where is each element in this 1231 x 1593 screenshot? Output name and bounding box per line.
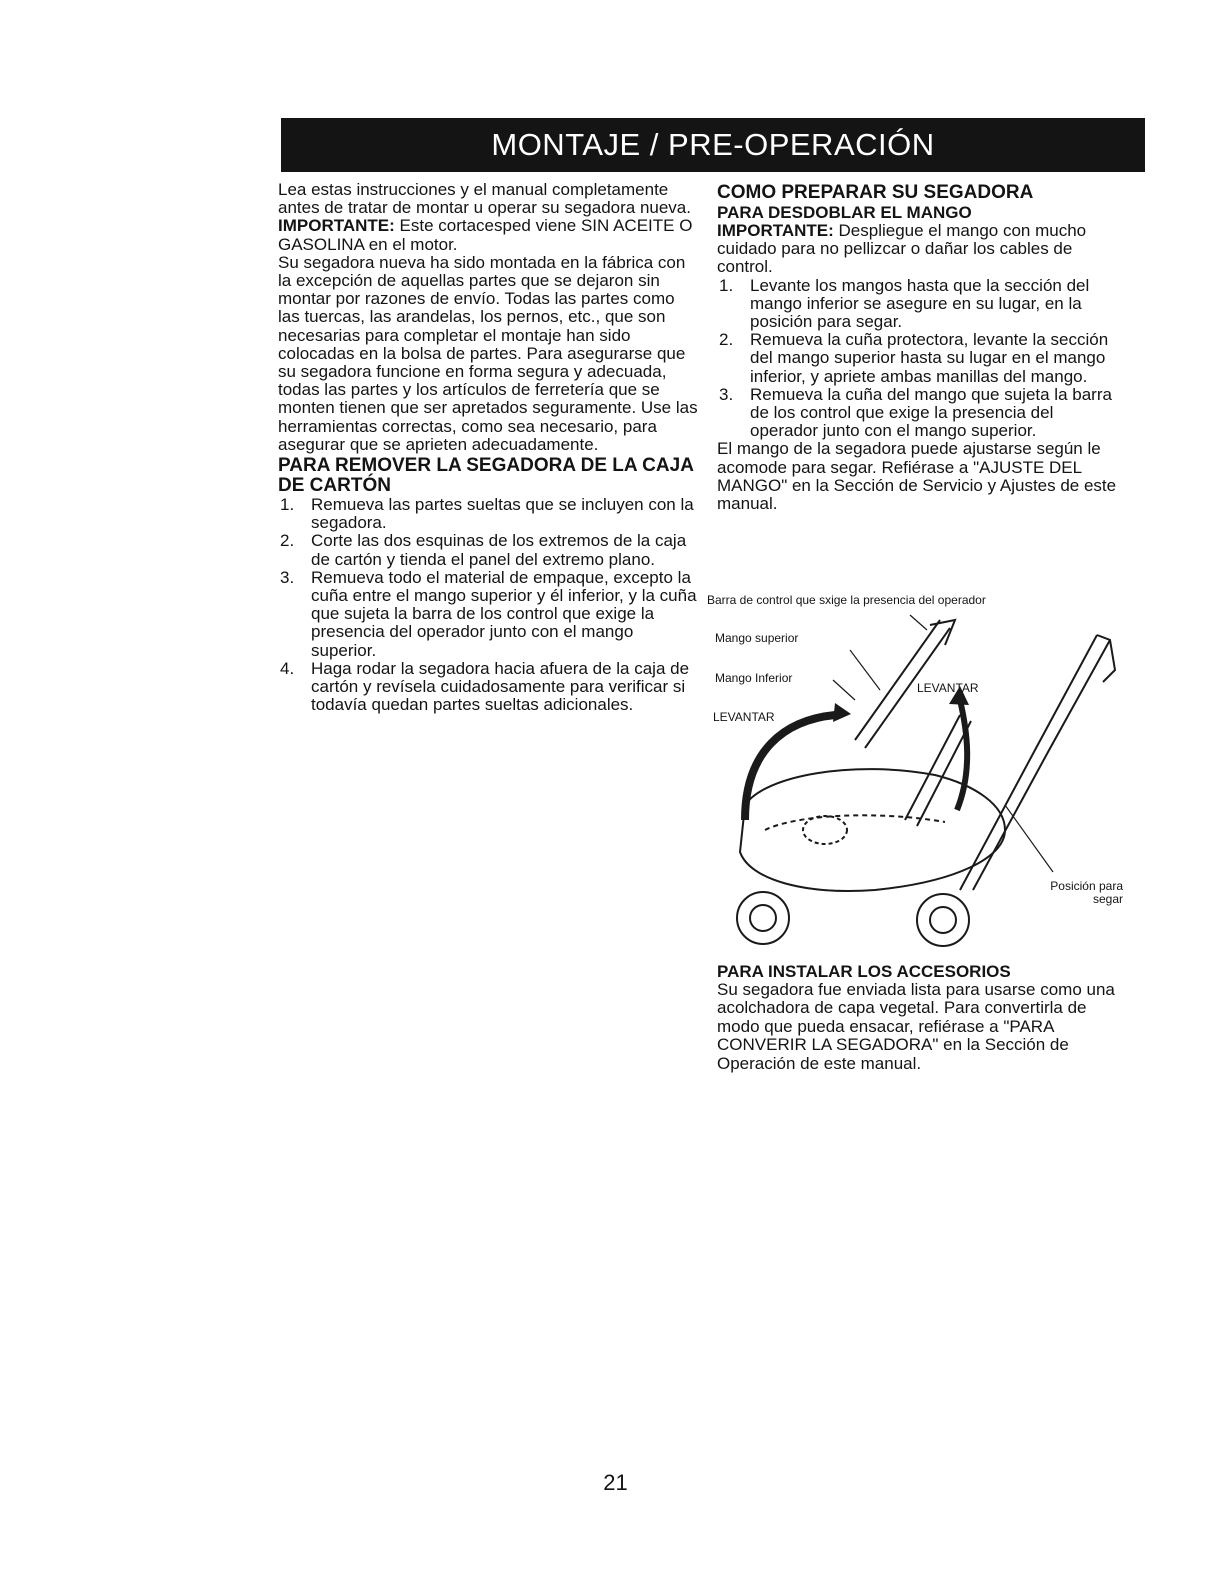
important-note — [278, 217, 698, 253]
lower-handle-label: Mango Inferior — [715, 671, 793, 685]
list-item — [278, 496, 698, 532]
step-number: 1. — [280, 495, 295, 515]
step-number: 1. — [719, 275, 734, 295]
important-label: IMPORTANTE: — [278, 216, 395, 236]
important-label: IMPORTANTE: — [717, 221, 834, 240]
list-item — [278, 532, 698, 568]
list-item — [278, 660, 698, 715]
section-banner: MONTAJE / PRE-OPERACIÓN — [281, 118, 1145, 172]
important-text: Este cortacesped viene SIN ACEITE O GASOLINA en el motor. — [278, 216, 693, 254]
wheel-hub — [750, 905, 776, 931]
assembly-paragraph: Su segadora nueva ha sido montada en la fábrica con la excepción de aquellas partes que se dejaron sin montar por razones de envío. Todas las partes como las tuercas, las arandelas, los pernos, etc., que son necesarias para completar el montaje han sido colocadas en la bolsa de partes. Para asegurarse que su segadora funcione en forma segura y adecuada, todas las partes y los artículos de ferretería que se monten tienen que ser apretados seguramente. Use las herramientas correctas, como sea necesario, para asegurar que se aprieten adecuadamente. — [278, 252, 698, 454]
prepare-mower-heading: COMO PREPARAR SU SEGADORA — [717, 182, 1034, 203]
front-left-wheel — [737, 892, 789, 944]
step-text: Remueva la cuña del mango que sujeta la barra de los control que exige la presencia del operador junto con el mango superior. — [750, 384, 1112, 441]
arrow-head-left — [833, 703, 851, 722]
lift-label-left: LEVANTAR — [713, 710, 775, 724]
accessories-section — [717, 962, 1122, 1073]
list-item — [717, 331, 1122, 386]
accessories-heading: PARA INSTALAR LOS ACCESORIOS — [717, 962, 1011, 981]
step-number: 3. — [719, 384, 734, 404]
leader-line — [1005, 805, 1053, 872]
step-number: 2. — [280, 531, 295, 551]
step-text: Levante los mangos hasta que la sección del mango inferior se asegure en su lugar, en la posición para segar. — [750, 275, 1090, 332]
upper-handle-label: Mango superior — [715, 631, 799, 645]
step-number: 4. — [280, 658, 295, 678]
wheel-hub — [930, 907, 956, 933]
step-number: 2. — [719, 330, 734, 350]
left-column — [278, 181, 698, 714]
upper-handle — [960, 635, 1110, 890]
rear-wheel — [917, 894, 969, 946]
engine-outline — [803, 816, 847, 844]
step-text: Corte las dos esquinas de los extremos de la caja de cartón y tienda el panel del extremo plano. — [311, 531, 687, 569]
mower-handle-figure — [705, 590, 1125, 950]
leader-line — [833, 680, 855, 700]
important-text: Despliegue el mango con mucho cuidado para no pellizcar o dañar los cables de control. — [717, 221, 1087, 277]
lower-handle — [905, 715, 971, 826]
control-bar-label: Barra de control que sxige la presencia del operador — [707, 593, 986, 607]
right-column — [717, 181, 1122, 513]
intro-paragraph: Lea estas instrucciones y el manual completamente antes de tratar de montar u operar su segadora nueva. — [278, 180, 691, 218]
important-note — [717, 222, 1122, 277]
lift-arrow-left — [745, 715, 835, 820]
page-number: 21 — [603, 1470, 628, 1495]
step-text: Remueva la cuña protectora, levante la sección del mango superior hasta su lugar en el mango inferior, y apriete ambas manillas del mango. — [750, 330, 1109, 386]
carton-steps-list — [278, 496, 698, 714]
list-item — [717, 277, 1122, 332]
lift-label-right: LEVANTAR — [917, 681, 979, 695]
list-item — [278, 569, 698, 660]
control-bar — [930, 620, 955, 645]
leader-line — [910, 615, 927, 630]
unfold-handle-subheading: PARA DESDOBLAR EL MANGO — [717, 203, 972, 222]
step-text: Remueva todo el material de empaque, excepto la cuña entre el mango superior y él inferior, y la cuña que sujeta la barra de los control que exige la presencia del operador junto con el mango superior. — [311, 567, 697, 660]
step-text: Haga rodar la segadora hacia afuera de la caja de cartón y revísela cuidadosamente para verificar si todavía quedan partes sueltas adicionales. — [311, 658, 690, 715]
list-item — [717, 386, 1122, 441]
accessories-paragraph: Su segadora fue enviada lista para usarse como una acolchadora de capa vegetal. Para convertirla de modo que pueda ensacar, refiérase a "PARA CONVERIR LA SEGADORA" en la Sección de Operación de este manual. — [717, 980, 1115, 1073]
handle-adjust-paragraph: El mango de la segadora puede ajustarse según le acomode para segar. Refiérase a "AJUSTE DEL MANGO" en la Sección de Servicio y Ajustes de este manual. — [717, 439, 1117, 514]
step-number: 3. — [280, 567, 295, 587]
remove-from-carton-heading: PARA REMOVER LA SEGADORA DE LA CAJA DE CARTÓN — [278, 455, 694, 497]
mowing-position-label: Posición para segar — [1050, 879, 1123, 906]
handle-steps-list — [717, 277, 1122, 441]
step-text: Remueva las partes sueltas que se incluyen con la segadora. — [311, 495, 694, 533]
leader-line — [850, 650, 880, 690]
